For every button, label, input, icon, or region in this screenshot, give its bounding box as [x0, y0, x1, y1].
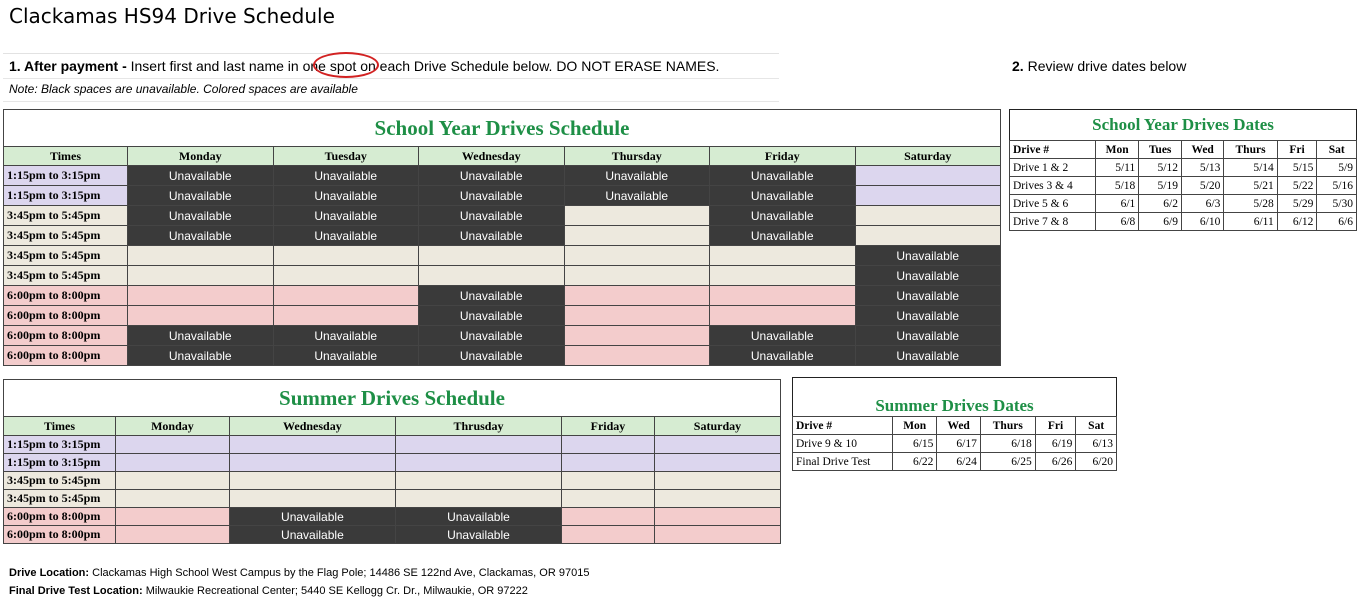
unavailable-slot: Unavailable — [128, 226, 274, 246]
dates-row — [1010, 159, 1357, 177]
header-row — [4, 417, 781, 436]
summer-schedule-title: Summer Drives Schedule — [4, 380, 781, 417]
dates-row — [793, 435, 1117, 453]
column-header: Saturday — [654, 417, 780, 436]
drive-date: 5/29 — [1277, 195, 1317, 213]
available-slot[interactable] — [564, 326, 710, 346]
drive-label: Drive 7 & 8 — [1010, 213, 1096, 231]
available-slot[interactable] — [564, 266, 710, 286]
unavailable-slot: Unavailable — [710, 226, 856, 246]
unavailable-slot: Unavailable — [855, 246, 1001, 266]
drive-label: Drive 5 & 6 — [1010, 195, 1096, 213]
available-slot[interactable] — [564, 226, 710, 246]
column-header: Thrusday — [395, 417, 561, 436]
column-header: Wednesday — [229, 417, 395, 436]
unavailable-slot: Unavailable — [419, 186, 565, 206]
drive-date: 6/20 — [1076, 453, 1117, 471]
available-slot[interactable] — [419, 246, 565, 266]
dates-column-header: Thurs — [980, 417, 1035, 435]
school-year-schedule-table — [3, 109, 1001, 366]
schedule-row — [4, 490, 781, 508]
dates-column-header: Sat — [1317, 141, 1357, 159]
time-slot-label: 3:45pm to 5:45pm — [4, 206, 128, 226]
schedule-row — [4, 166, 1001, 186]
available-slot[interactable] — [273, 266, 419, 286]
dates-column-header: Wed — [1181, 141, 1223, 159]
schedule-row — [4, 266, 1001, 286]
schedule-row — [4, 186, 1001, 206]
step2-label: 2. — [1012, 58, 1024, 74]
time-slot-label: 1:15pm to 3:15pm — [4, 186, 128, 206]
available-slot[interactable] — [561, 490, 654, 508]
unavailable-slot: Unavailable — [419, 306, 565, 326]
dates-column-header: Mon — [893, 417, 937, 435]
available-slot[interactable] — [395, 454, 561, 472]
available-slot[interactable] — [273, 246, 419, 266]
time-slot-label: 3:45pm to 5:45pm — [4, 266, 128, 286]
drive-date: 6/18 — [980, 435, 1035, 453]
unavailable-slot: Unavailable — [419, 326, 565, 346]
drive-date: 6/2 — [1139, 195, 1182, 213]
dates-row — [1010, 195, 1357, 213]
drive-label: Drive 1 & 2 — [1010, 159, 1096, 177]
available-slot[interactable] — [116, 508, 230, 526]
dates-column-header: Tues — [1139, 141, 1182, 159]
schedule-row — [4, 526, 781, 544]
available-slot[interactable] — [273, 306, 419, 326]
drive-label: Drives 3 & 4 — [1010, 177, 1096, 195]
available-slot[interactable] — [654, 526, 780, 544]
drive-date: 6/8 — [1096, 213, 1139, 231]
unavailable-slot: Unavailable — [273, 226, 419, 246]
schedule-row — [4, 472, 781, 490]
drive-date: 6/26 — [1035, 453, 1076, 471]
unavailable-slot: Unavailable — [229, 508, 395, 526]
dates-column-header: Drive # — [1010, 141, 1096, 159]
unavailable-slot: Unavailable — [710, 346, 856, 366]
available-slot[interactable] — [116, 472, 230, 490]
unavailable-slot: Unavailable — [419, 166, 565, 186]
available-slot[interactable] — [229, 454, 395, 472]
time-slot-label: 1:15pm to 3:15pm — [4, 166, 128, 186]
drive-date: 6/3 — [1181, 195, 1223, 213]
available-slot[interactable] — [561, 454, 654, 472]
time-slot-label: 3:45pm to 5:45pm — [4, 226, 128, 246]
available-slot[interactable] — [654, 454, 780, 472]
time-slot-label: 1:15pm to 3:15pm — [4, 436, 116, 454]
time-slot-label: 1:15pm to 3:15pm — [4, 454, 116, 472]
unavailable-slot: Unavailable — [855, 326, 1001, 346]
drive-date: 5/28 — [1224, 195, 1277, 213]
time-slot-label: 3:45pm to 5:45pm — [4, 246, 128, 266]
unavailable-slot: Unavailable — [710, 186, 856, 206]
dates-column-header: Thurs — [1224, 141, 1277, 159]
available-slot[interactable] — [564, 286, 710, 306]
available-slot[interactable] — [419, 266, 565, 286]
drive-label: Final Drive Test — [793, 453, 893, 471]
schedule-row — [4, 326, 1001, 346]
dates-header-row — [793, 417, 1117, 435]
unavailable-slot: Unavailable — [855, 286, 1001, 306]
unavailable-slot: Unavailable — [273, 326, 419, 346]
drive-date: 5/22 — [1277, 177, 1317, 195]
column-header: Saturday — [855, 147, 1001, 166]
header-row — [4, 147, 1001, 166]
drive-date: 6/19 — [1035, 435, 1076, 453]
drive-date: 5/9 — [1317, 159, 1357, 177]
available-slot[interactable] — [564, 206, 710, 226]
instruction-step-2 — [1012, 58, 1186, 74]
unavailable-slot: Unavailable — [273, 206, 419, 226]
drive-date: 5/15 — [1277, 159, 1317, 177]
dates-column-header: Mon — [1096, 141, 1139, 159]
final-test-location — [9, 585, 528, 597]
summer-dates-title: Summer Drives Dates — [793, 378, 1117, 417]
unavailable-slot: Unavailable — [128, 206, 274, 226]
available-slot[interactable] — [395, 436, 561, 454]
available-slot[interactable] — [710, 286, 856, 306]
drive-date: 6/11 — [1224, 213, 1277, 231]
unavailable-slot: Unavailable — [128, 326, 274, 346]
available-slot[interactable] — [710, 246, 856, 266]
available-slot[interactable] — [654, 490, 780, 508]
available-slot[interactable] — [710, 266, 856, 286]
drive-date: 5/12 — [1139, 159, 1182, 177]
available-slot[interactable] — [128, 286, 274, 306]
time-slot-label: 6:00pm to 8:00pm — [4, 306, 128, 326]
drive-date: 6/9 — [1139, 213, 1182, 231]
unavailable-slot: Unavailable — [419, 206, 565, 226]
drive-date: 6/25 — [980, 453, 1035, 471]
step1-label: 1. After payment - — [9, 58, 127, 74]
step1-text-b: on each Drive Schedule below. DO NOT ERASE NAMES. — [356, 58, 720, 74]
available-slot[interactable] — [564, 306, 710, 326]
available-slot[interactable] — [116, 490, 230, 508]
drive-date: 6/24 — [937, 453, 980, 471]
unavailable-slot: Unavailable — [395, 508, 561, 526]
available-slot[interactable] — [561, 472, 654, 490]
time-slot-label: 6:00pm to 8:00pm — [4, 326, 128, 346]
drive-location-label: Drive Location: — [9, 567, 90, 579]
unavailable-slot: Unavailable — [419, 286, 565, 306]
available-slot[interactable] — [561, 508, 654, 526]
schedule-row — [4, 246, 1001, 266]
dates-row — [1010, 213, 1357, 231]
drive-date: 6/12 — [1277, 213, 1317, 231]
dates-column-header: Fri — [1277, 141, 1317, 159]
dates-column-header: Drive # — [793, 417, 893, 435]
unavailable-slot: Unavailable — [855, 346, 1001, 366]
step2-text: Review drive dates below — [1023, 58, 1187, 74]
drive-date: 5/11 — [1096, 159, 1139, 177]
schedule-row — [4, 206, 1001, 226]
unavailable-slot: Unavailable — [855, 306, 1001, 326]
available-slot[interactable] — [395, 490, 561, 508]
unavailable-slot: Unavailable — [710, 166, 856, 186]
available-slot[interactable] — [855, 186, 1001, 206]
unavailable-slot: Unavailable — [273, 346, 419, 366]
available-slot[interactable] — [273, 286, 419, 306]
available-slot[interactable] — [654, 508, 780, 526]
schedule-row — [4, 454, 781, 472]
unavailable-slot: Unavailable — [128, 166, 274, 186]
unavailable-slot: Unavailable — [710, 326, 856, 346]
available-slot[interactable] — [561, 436, 654, 454]
drive-date: 5/20 — [1181, 177, 1223, 195]
available-slot[interactable] — [855, 206, 1001, 226]
final-location-text: Milwaukie Recreational Center; 5440 SE Kellogg Cr. Dr., Milwaukie, OR 97222 — [142, 585, 528, 597]
schedule-row — [4, 226, 1001, 246]
drive-date: 5/19 — [1139, 177, 1182, 195]
drive-date: 5/14 — [1224, 159, 1277, 177]
time-slot-label: 6:00pm to 8:00pm — [4, 508, 116, 526]
drive-date: 5/21 — [1224, 177, 1277, 195]
column-header: Tuesday — [273, 147, 419, 166]
step1-text-a: Insert first and last name in — [126, 58, 303, 74]
column-header: Wednesday — [419, 147, 565, 166]
time-slot-label: 3:45pm to 5:45pm — [4, 472, 116, 490]
drive-location-text: Clackamas High School West Campus by the Flag Pole; 14486 SE 122nd Ave, Clackamas, OR 97015 — [89, 567, 590, 579]
unavailable-slot: Unavailable — [564, 186, 710, 206]
final-location-label: Final Drive Test Location: — [9, 585, 143, 597]
drive-date: 6/17 — [937, 435, 980, 453]
dates-column-header: Sat — [1076, 417, 1117, 435]
school-year-dates-table — [1009, 109, 1357, 231]
available-slot[interactable] — [128, 266, 274, 286]
unavailable-slot: Unavailable — [229, 526, 395, 544]
available-slot[interactable] — [116, 526, 230, 544]
column-header: Thursday — [564, 147, 710, 166]
dates-header-row — [1010, 141, 1357, 159]
available-slot[interactable] — [229, 472, 395, 490]
available-slot[interactable] — [654, 472, 780, 490]
drive-date: 5/16 — [1317, 177, 1357, 195]
school-year-dates-title: School Year Drives Dates — [1010, 110, 1357, 141]
column-header: Monday — [116, 417, 230, 436]
column-header: Times — [4, 417, 116, 436]
available-slot[interactable] — [564, 246, 710, 266]
unavailable-slot: Unavailable — [128, 186, 274, 206]
school-year-schedule-title: School Year Drives Schedule — [4, 110, 1001, 147]
available-slot[interactable] — [654, 436, 780, 454]
available-slot[interactable] — [395, 472, 561, 490]
available-slot[interactable] — [855, 226, 1001, 246]
dates-row — [793, 453, 1117, 471]
unavailable-slot: Unavailable — [395, 526, 561, 544]
drive-date: 6/13 — [1076, 435, 1117, 453]
column-header: Friday — [561, 417, 654, 436]
drive-date: 6/15 — [893, 435, 937, 453]
drive-date: 6/10 — [1181, 213, 1223, 231]
document-title: Clackamas HS94 Drive Schedule — [9, 4, 335, 28]
drive-date: 5/13 — [1181, 159, 1223, 177]
column-header: Times — [4, 147, 128, 166]
available-slot[interactable] — [116, 454, 230, 472]
available-slot[interactable] — [564, 346, 710, 366]
dates-row — [1010, 177, 1357, 195]
unavailable-slot: Unavailable — [273, 166, 419, 186]
unavailable-slot: Unavailable — [128, 346, 274, 366]
time-slot-label: 6:00pm to 8:00pm — [4, 286, 128, 306]
time-slot-label: 6:00pm to 8:00pm — [4, 526, 116, 544]
unavailable-slot: Unavailable — [564, 166, 710, 186]
drive-date: 5/30 — [1317, 195, 1357, 213]
unavailable-slot: Unavailable — [419, 226, 565, 246]
summer-dates-table — [792, 377, 1117, 471]
available-slot[interactable] — [229, 436, 395, 454]
time-slot-label: 6:00pm to 8:00pm — [4, 346, 128, 366]
available-slot[interactable] — [855, 166, 1001, 186]
summer-schedule-table — [3, 379, 781, 544]
step1-emphasis: one spot — [302, 58, 357, 74]
available-slot[interactable] — [128, 246, 274, 266]
dates-column-header: Wed — [937, 417, 980, 435]
unavailable-slot: Unavailable — [419, 346, 565, 366]
available-slot[interactable] — [710, 306, 856, 326]
schedule-row — [4, 508, 781, 526]
drive-label: Drive 9 & 10 — [793, 435, 893, 453]
dates-column-header: Fri — [1035, 417, 1076, 435]
available-slot[interactable] — [116, 436, 230, 454]
available-slot[interactable] — [128, 306, 274, 326]
available-slot[interactable] — [229, 490, 395, 508]
unavailable-slot: Unavailable — [710, 206, 856, 226]
schedule-row — [4, 346, 1001, 366]
available-slot[interactable] — [561, 526, 654, 544]
unavailable-slot: Unavailable — [273, 186, 419, 206]
schedule-row — [4, 306, 1001, 326]
drive-date: 6/1 — [1096, 195, 1139, 213]
drive-date: 6/6 — [1317, 213, 1357, 231]
unavailable-slot: Unavailable — [855, 266, 1001, 286]
availability-note: Note: Black spaces are unavailable. Colored spaces are available — [9, 82, 358, 96]
schedule-row — [4, 436, 781, 454]
column-header: Friday — [710, 147, 856, 166]
drive-date: 6/22 — [893, 453, 937, 471]
highlight-circle — [313, 52, 379, 78]
schedule-row — [4, 286, 1001, 306]
time-slot-label: 3:45pm to 5:45pm — [4, 490, 116, 508]
drive-location — [9, 567, 589, 579]
drive-date: 5/18 — [1096, 177, 1139, 195]
column-header: Monday — [128, 147, 274, 166]
